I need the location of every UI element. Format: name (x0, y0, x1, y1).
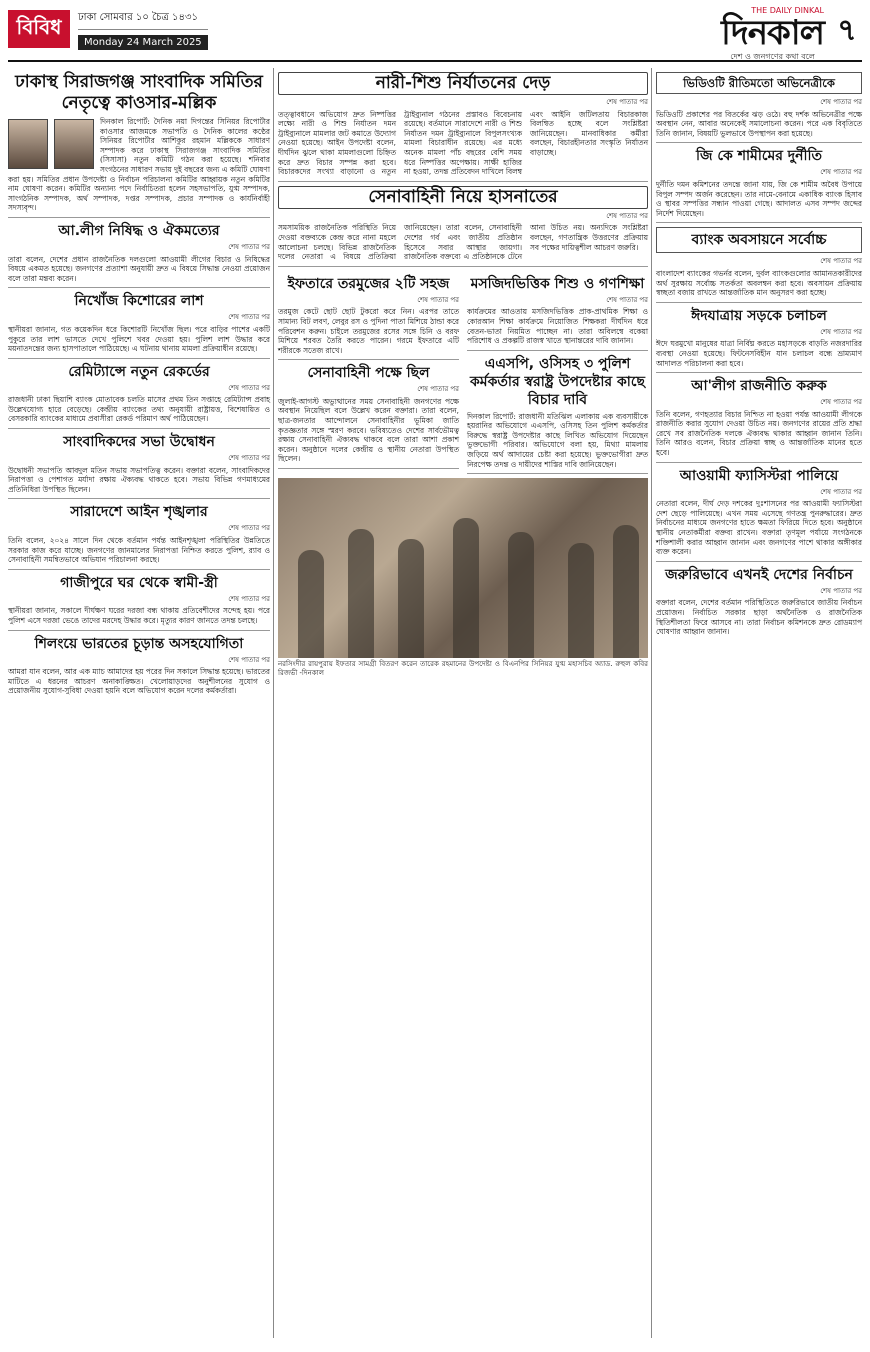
continued-from: শেষ পাতার পর (228, 454, 270, 463)
headline: সেনাবাহিনী পক্ষে ছিল (307, 365, 430, 382)
headline: আ.লীগ নিষিদ্ধ ও ঐকমত্যের (58, 222, 220, 239)
continued-from: শেষ পাতার পর (820, 168, 862, 177)
headline: ইফতারে তরমুজের ২টি সহজ (287, 275, 450, 292)
headline: নারী-শিশু নির্যাতনের দেড় (278, 72, 648, 95)
continued-from: শেষ পাতার পর (417, 295, 459, 304)
headline: গাজীপুরে ঘর থেকে স্বামী-স্ত্রী (60, 574, 218, 591)
headline: সারাদেশে আইন শৃঙ্খলার (70, 504, 208, 521)
story-body: তিনি বলেন, ২০২৪ সালে দিন থেকে বর্তমান পর্যন্ত আইনশৃঙ্খলা পরিস্থিতির উন্নতিতে সরকার কাজ করে যাচ্ছে। জনগণের জানমালের নিরাপত্তা নিশ্চিত করতে পুলিশ, র‍্যাব ও সেনাবাহিনী সমন্বিতভাবে অভিযান পরিচালনা করছে। (8, 536, 270, 565)
middle-subcolumn (278, 271, 459, 479)
continued-from: শেষ পাতার পর (820, 327, 862, 336)
story-body: দিনকাল রিপোর্ট: দৈনিক নয়া দিগন্তের সিনিয়র রিপোর্টার কাওসার আজমকে সভাপতি ও দৈনিক কালের কণ্ঠের সিনিয়র রিপোর্টার আশিকুর রহমান মল্লিককে সাধারণ সম্পাদক করে ঢাকাস্থ সিরাজগঞ্জ সাংবাদিক সমিতির (সিসাসা) নতুন কমিটি গঠন করা হয়েছে। শনিবার সংগঠনের সাধারণ সভায় দুই বছরের জন্য এ কমিটি ঘোষণা করা হয়। সমিতির প্রধান উপদেষ্টা ও নির্বাচন পরিচালনা কমিটির আহ্বায়ক নতুন কমিটির নাম ঘোষণা করেন। কমিটির অন্যান্য পদে নির্বাচিতরা হলেন সহসভাপতি, যুগ্ম সম্পাদক, সাংগঠনিক সম্পাদক, অর্থ সম্পাদক, দপ্তর সম্পাদক, প্রচার সম্পাদক ও কার্যনির্বাহী সদস্যবৃন্দ। (8, 117, 270, 213)
story-body: দিনকাল রিপোর্ট: রাজধানী মতিঝিল এলাকায় এক ব্যবসায়ীকে হয়রানির অভিযোগে এএসপি, ওসিসহ তিন পুলিশ কর্মকর্তার বিরুদ্ধে স্বরাষ্ট্র উপদেষ্টার কাছে লিখিত অভিযোগ দিয়েছেন ভুক্তভোগী পরিবার। অভিযোগে বলা হয়, মিথ্যা মামলায় জড়িয়ে অর্থ আদায়ের চেষ্টা করা হয়েছে। ভুক্তভোগীরা দ্রুত নিরপেক্ষ তদন্ত ও দায়ীদের শাস্তির দাবি জানিয়েছেন। (467, 411, 648, 469)
story-actress-video (656, 72, 862, 143)
left-column (8, 68, 270, 704)
photo-block (278, 478, 648, 678)
story-body: ভিডিওটি প্রকাশের পর বিতর্কের ঝড় ওঠে। বহু দর্শক অভিনেত্রীর পক্ষে অবস্থান নেন, আবার অনেকেই সমালোচনা করেন। পরে এক বিবৃতিতে তিনি জানান, বিষয়টি ভুলভাবে উপস্থাপন করা হয়েছে। (656, 109, 862, 138)
story-police-officers (467, 355, 648, 475)
news-photo (278, 478, 648, 658)
story-body: বাংলাদেশ ব্যাংকের গভর্নর বলেন, দুর্বল ব্যাংকগুলোর আমানতকারীদের অর্থ সুরক্ষায় সর্বোচ্চ সতর্কতা অবলম্বন করা হবে। অবসায়ন প্রক্রিয়ায় স্বচ্ছতা বজায় রাখতে আন্তর্জাতিক মান অনুসরণ করা হচ্ছে। (656, 268, 862, 298)
middle-row (278, 271, 648, 479)
headline: রেমিট্যান্সে নতুন রেকর্ডের (68, 363, 210, 380)
story-eid-travel (656, 307, 862, 373)
story-body: সমসাময়িক রাজনৈতিক পরিস্থিতি নিয়ে দেওয়া বক্তব্যকে কেন্দ্র করে নানা মহলে আলোচনা চলছে। বিভিন্ন রাজনৈতিক দলের নেতারা এ বিষয়ে প্রতিক্রিয়া জানিয়েছেন। তারা বলেন, সেনাবাহিনী দেশের গর্ব এবং জাতীয় প্রতিষ্ঠান হিসেবে সবার আস্থার জায়গা। রাজনৈতিক বক্তব্যে এ প্রতিষ্ঠানকে টেনে আনা উচিত নয়। অন্যদিকে সংশ্লিষ্টরা বলছেন, গণতান্ত্রিক উত্তরণের প্রক্রিয়ায় সব পক্ষের দায়িত্বশীল আচরণ জরুরি। (278, 223, 648, 262)
continued-from: শেষ পাতার পর (228, 242, 270, 251)
story-body: তারা বলেন, দেশের প্রধান রাজনৈতিক দলগুলো আওয়ামী লীগের বিচার ও নিষিদ্ধের বিষয়ে একমত হয়েছে। জনগণের প্রত্যাশা অনুযায়ী দ্রুত এ বিষয়ে সিদ্ধান্ত নেওয়া প্রয়োজন বলে তারা মন্তব্য করেন। (8, 254, 270, 283)
story-body: তিনি বলেন, গণহত্যার বিচার নিশ্চিত না হওয়া পর্যন্ত আওয়ামী লীগকে রাজনীতি করার সুযোগ দেওয়া উচিত নয়। জনগণের রায়ের প্রতি শ্রদ্ধা রেখে সব রাজনৈতিক দলকে ঐক্যবদ্ধ থাকার আহ্বান জানান তিনি। তিনি আরও বলেন, বিচার প্রক্রিয়া স্বচ্ছ ও আন্তর্জাতিক মানের হতে হবে। (656, 409, 862, 458)
story-fascists-fled (656, 467, 862, 562)
continued-from: শেষ পাতার পর (228, 313, 270, 322)
story-missing-teen (8, 292, 270, 358)
continued-from: শেষ পাতার পর (820, 398, 862, 407)
date-english: Monday 24 March 2025 (78, 35, 208, 50)
story-body: স্থানীয়রা জানান, সকালে দীর্ঘক্ষণ ঘরের দরজা বন্ধ থাকায় প্রতিবেশীদের সন্দেহ হয়। পরে পুলিশ এসে দরজা ভেঙে তাদের মরদেহ উদ্ধার করে। মৃত্যুর কারণ জানতে তদন্ত চলছে। (8, 606, 270, 625)
headline: সেনাবাহিনী নিয়ে হাসনাতের (278, 186, 648, 209)
continued-from: শেষ পাতার পর (606, 98, 648, 106)
headline: নিখোঁজ কিশোরের লাশ (74, 293, 204, 310)
story-election-now (656, 566, 862, 641)
continued-from: শেষ পাতার পর (228, 594, 270, 603)
continued-from: শেষ পাতার পর (820, 98, 862, 106)
continued-from: শেষ পাতার পর (820, 586, 862, 595)
continued-from: শেষ পাতার পর (606, 211, 648, 220)
headline: এএসপি, ওসিসহ ৩ পুলিশ কর্মকর্তার স্বরাষ্ট্র উপদেষ্টার কাছে বিচার দাবি (470, 355, 645, 408)
story-body: কার্যক্রমের আওতায় মসজিদভিত্তিক প্রাক-প্রাথমিক শিক্ষা ও কোরআন শিক্ষা কার্যক্রমে নিয়োজিত শিক্ষকরা দীর্ঘদিন ধরে বেতন-ভাতা নিয়মিত পাচ্ছেন না। তারা অবিলম্বে বকেয়া পরিশোধ ও প্রকল্পটি রাজস্ব খাতে স্থানান্তরের দাবি জানান। (467, 307, 648, 346)
portrait-photos (8, 119, 94, 169)
photo-caption: নরসিংদীর রায়পুরায় ইফতার সামগ্রী বিতরণ করেন তারেক রহমানের উপদেষ্টা ও বিএনপির সিনিয়র যুগ্ম মহাসচিব অ্যাড. রুহুল কবির রিজভী -দিনকাল (278, 660, 648, 678)
headline: ঢাকাস্থ সিরাজগঞ্জ সাংবাদিক সমিতির নেতৃত্বে কাওসার-মল্লিক (15, 72, 263, 113)
portrait-photo (8, 119, 48, 169)
story-mosque-education (467, 275, 648, 351)
headline: আ'লীগ রাজনীতি করুক (691, 378, 827, 395)
story-women-child-abuse (278, 72, 648, 182)
story-body: স্থানীয়রা জানান, গত কয়েকদিন ধরে কিশোরটি নিখোঁজ ছিল। পরে বাড়ির পাশের একটি পুকুরে তার লাশ ভাসতে দেখে পুলিশে খবর দেওয়া হয়। পুলিশ লাশ উদ্ধার করে ময়নাতদন্তের জন্য হাসপাতালে পাঠিয়েছে। এ ঘটনায় থানায় মামলা প্রক্রিয়াধীন রয়েছে। (8, 324, 270, 354)
portrait-photo (54, 119, 94, 169)
story-gk-shamim (656, 147, 862, 223)
headline: ঈদযাত্রায় সড়কে চলাচল (691, 307, 827, 324)
story-body: দুর্নীতি দমন কমিশনের তদন্তে জানা যায়, জি কে শামীম অবৈধ উপায়ে বিপুল সম্পদ অর্জন করেছেন। তার নামে-বেনামে একাধিক ব্যাংক হিসাব ও স্থাবর সম্পত্তির সন্ধান পাওয়া গেছে। আদালত এসব সম্পদ জব্দের নির্দেশ দিয়েছেন। (656, 179, 862, 218)
continued-from: শেষ পাতার পর (228, 524, 270, 533)
story-body: নেতারা বলেন, দীর্ঘ দেড় দশকের দুঃশাসনের পর আওয়ামী ফ্যাসিস্টরা দেশ ছেড়ে পালিয়েছে। এখন সময় এসেছে গণতন্ত্র পুনরুদ্ধারের। দ্রুত নির্বাচনের মাধ্যমে জনগণের হাতে ক্ষমতা ফিরিয়ে দিতে হবে। অনুষ্ঠানে স্থানীয় নেতাকর্মীরা বক্তব্য রাখেন। বক্তারা তৃণমূল পর্যায়ে সংগঠনকে শক্তিশালী করার আহ্বান জানান এবং জনগণের পাশে থাকার অঙ্গীকার ব্যক্ত করেন। (656, 499, 862, 557)
masthead (8, 6, 862, 62)
headline: সাংবাদিকদের সভা উদ্বোধন (63, 434, 215, 451)
page-number: ৭ (837, 13, 857, 48)
section-name: বিবিধ (8, 10, 70, 48)
logo-bangla: দিনকাল (721, 13, 824, 53)
continued-from: শেষ পাতার পর (820, 257, 862, 266)
story-body: আমরা যান বলেন, আর এক ম্যাচ আমাদের হয় পরের দিন সকালে সিদ্ধান্ত হয়েছে। ভারতের মাটিতে এ ধরনের আচরণ অনাকাঙ্ক্ষিত। খেলোয়াড়দের অনুশীলনের সুযোগ ও প্রয়োজনীয় সুযোগ-সুবিধা দেওয়া হয়নি বলে অভিযোগ করেন দলের কর্মকর্তারা। (8, 667, 270, 696)
column-divider (651, 68, 652, 1338)
headline: মসজিদভিত্তিক শিশু ও গণশিক্ষা (470, 275, 645, 292)
continued-from: শেষ পাতার পর (228, 655, 270, 664)
logo-english: THE DAILY DINKAL (751, 6, 824, 15)
story-iftar-watermelon (278, 275, 459, 361)
content-grid (8, 62, 862, 1342)
headline: জরুরিভাবে এখনই দেশের নির্বাচন (665, 566, 853, 583)
continued-from: শেষ পাতার পর (820, 487, 862, 496)
story-bank-liquidation (656, 227, 862, 302)
headline: শিলংয়ে ভারতের চূড়ান্ত অসহযোগিতা (34, 635, 244, 652)
continued-from: শেষ পাতার পর (417, 385, 459, 394)
date-block (78, 10, 208, 50)
column-divider (273, 68, 274, 1338)
middle-subcolumn (467, 271, 648, 479)
headline: জি কে শামীমের দুর্নীতি (695, 148, 823, 165)
story-body: ঈদে ঘরমুখো মানুষের যাত্রা নির্বিঘ্ন করতে মহাসড়কে বাড়তি নজরদারির ব্যবস্থা নেওয়া হয়েছে। ফিটনেসবিহীন যান চলাচল বন্ধে ভ্রাম্যমাণ আদালত পরিচালনা করা হবে। (656, 339, 862, 368)
story-body: জুলাই-আগস্ট অভ্যুত্থানের সময় সেনাবাহিনী জনগণের পক্ষে অবস্থান নিয়েছিল বলে উল্লেখ করেন বক্তারা। তারা বলেন, ছাত্র-জনতার আন্দোলনে সেনাবাহিনীর ভূমিকা জাতি কৃতজ্ঞতার সঙ্গে স্মরণ করবে। ভবিষ্যতেও দেশের সার্বভৌমত্ব রক্ষায় সেনাবাহিনী ঐক্যবদ্ধ থাকবে বলে তারা আশা প্রকাশ করেন। অনুষ্ঠানে দলের কেন্দ্রীয় ও স্থানীয় নেতারা উপস্থিত ছিলেন। (278, 396, 459, 464)
logo-tagline: দেশ ও জনগণের কথা বলে (730, 52, 815, 61)
story-army-side (278, 364, 459, 469)
story-remittance (8, 363, 270, 429)
date-bangla: ঢাকা সোমবার ১০ চৈত্র ১৪৩১ (78, 10, 208, 30)
headline: আওয়ামী ফ্যাসিস্টরা পালিয়ে (679, 467, 839, 484)
story-shillong (8, 635, 270, 700)
headline: ভিডিওটি রীতিমতো অভিনেত্রীকে (656, 72, 862, 94)
story-al-ban (8, 222, 270, 288)
headline: ব্যাংক অবসায়নে সর্বোচ্চ (656, 227, 862, 253)
story-army-hasnat (278, 186, 648, 267)
newspaper-logo (721, 6, 862, 64)
story-journalist-meeting (8, 433, 270, 499)
story-gazipur (8, 574, 270, 631)
story-body: বক্তারা বলেন, দেশের বর্তমান পরিস্থিতিতে জরুরিভাবে জাতীয় নির্বাচন প্রয়োজন। নির্বাচিত সরকার ছাড়া অর্থনৈতিক ও রাজনৈতিক স্থিতিশীলতা ফিরে আসবে না। তারা নির্বাচন কমিশনকে দ্রুত রোডম্যাপ ঘোষণার আহ্বান জানান। (656, 598, 862, 637)
story-law-order (8, 503, 270, 569)
middle-column (278, 68, 648, 678)
story-al-politics (656, 377, 862, 463)
story-body: তরমুজ কেটে ছোট ছোট টুকরো করে নিন। এরপর তাতে সামান্য বিট লবণ, লেবুর রস ও পুদিনা পাতা মিশিয়ে ঠান্ডা করে পরিবেশন করুন। চাইলে তরমুজের রসের সঙ্গে চিনি ও বরফ মিশিয়ে শরবত তৈরি করতে পারেন। গরমে ইফতারে এটি শরীরকে সতেজ রাখে। (278, 307, 459, 355)
continued-from: শেষ পাতার পর (606, 295, 648, 304)
story-body: তত্ত্বাবধানে অভিযোগ দ্রুত নিষ্পত্তির লক্ষ্যে নারী ও শিশু নির্যাতন দমন ট্রাইব্যুনালে মামলার জট কমাতে উদ্যোগ নেওয়া হয়েছে। আইন উপদেষ্টা বলেন, দীর্ঘদিন ঝুলে থাকা মামলাগুলো চিহ্নিত করে দ্রুত বিচার সম্পন্ন করা হবে। বিচারকদের সংখ্যা বাড়ানো ও নতুন ট্রাইব্যুনাল গঠনের প্রস্তাবও বিবেচনায় রয়েছে। বর্তমানে সারাদেশে নারী ও শিশু নির্যাতন দমন ট্রাইব্যুনালে বিপুলসংখ্যক মামলা বিচারাধীন রয়েছে। এর মধ্যে অনেক মামলা পাঁচ বছরের বেশি সময় ধরে নিষ্পত্তির অপেক্ষায়। সাক্ষী হাজির না হওয়া, তদন্ত প্রতিবেদন দাখিলে বিলম্ব এবং আইনি জটিলতায় বিচারকাজ বিলম্বিত হচ্ছে বলে সংশ্লিষ্টরা জানিয়েছেন। মানবাধিকার কর্মীরা বলছেন, বিচারহীনতার সংস্কৃতি নির্যাতন বাড়াচ্ছে। (278, 109, 648, 177)
right-column (656, 68, 862, 645)
story-body: উদ্বোধনী সভাপতি আবদুল মতিন সভায় সভাপতিত্ব করেন। বক্তারা বলেন, সাংবাদিকদের নিরাপত্তা ও পেশাগত মর্যাদা রক্ষায় ঐক্যবদ্ধ থাকতে হবে। সভায় বিভিন্ন গণমাধ্যমের প্রতিনিধিরা উপস্থিত ছিলেন। (8, 465, 270, 494)
story-body: রাজধানী ঢাকা ছিয়াশি ব্যাংক মোতাবেক চলতি মাসের প্রথম তিন সপ্তাহে রেমিট্যান্স প্রবাহ উল্লেখযোগ্য হারে বেড়েছে। কেন্দ্রীয় ব্যাংকের তথ্য অনুযায়ী রাষ্ট্রায়ত্ত, বিশেষায়িত ও বেসরকারি ব্যাংকের মাধ্যমে প্রবাসীরা রেকর্ড পরিমাণ অর্থ পাঠিয়েছেন। (8, 395, 270, 424)
continued-from: শেষ পাতার পর (228, 383, 270, 392)
story-journalist-association (8, 72, 270, 218)
